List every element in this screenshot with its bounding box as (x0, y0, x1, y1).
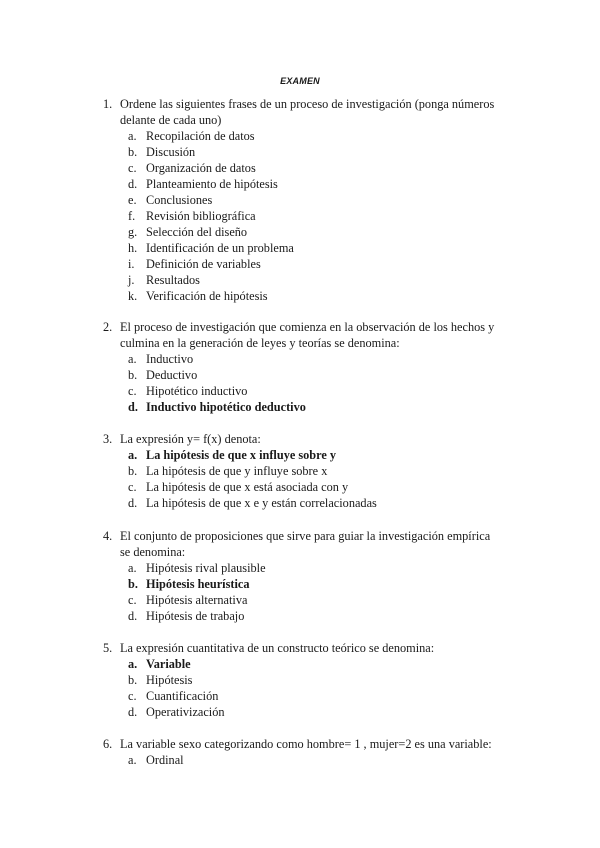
option-text: Cuantificación (146, 689, 219, 703)
question-number: 1. (103, 97, 113, 111)
option-text: Revisión bibliográfica (146, 209, 256, 223)
question-text: Ordene las siguientes frases de un proceso de investigación (ponga números delante de cada uno) (120, 97, 495, 127)
option-item (0, 560, 600, 576)
option-letter: d. (128, 705, 138, 719)
option-letter: b. (128, 368, 138, 382)
option-text: Verificación de hipótesis (146, 289, 268, 303)
question-6 (0, 736, 600, 768)
question-number: 5. (103, 641, 113, 655)
option-list (0, 656, 600, 720)
option-letter: a. (128, 753, 137, 767)
option-text: Hipótesis alternativa (146, 593, 248, 607)
option-letter: k. (128, 289, 138, 303)
question-stem (0, 736, 600, 752)
option-item (0, 224, 600, 240)
option-text: Identificación de un problema (146, 241, 294, 255)
option-text: La hipótesis de que x está asociada con y (146, 480, 349, 494)
option-text: Variable (146, 657, 191, 671)
option-letter: c. (128, 384, 137, 398)
option-item (0, 256, 600, 272)
question-1 (0, 96, 600, 304)
option-letter: h. (128, 241, 138, 255)
option-item (0, 399, 600, 415)
option-letter: a. (128, 561, 137, 575)
option-letter: d. (128, 496, 138, 510)
option-letter: j. (128, 273, 135, 287)
option-text: Ordinal (146, 753, 184, 767)
option-text: Planteamiento de hipótesis (146, 177, 278, 191)
option-list (0, 351, 600, 415)
option-letter: a. (128, 657, 138, 671)
option-item (0, 160, 600, 176)
option-list (0, 752, 600, 768)
option-letter: f. (128, 209, 136, 223)
question-3 (0, 431, 600, 511)
option-item (0, 208, 600, 224)
option-item (0, 383, 600, 399)
option-letter: d. (128, 609, 138, 623)
option-text: Hipótesis heurística (146, 577, 250, 591)
question-number: 3. (103, 432, 113, 446)
option-item (0, 367, 600, 383)
option-text: Conclusiones (146, 193, 213, 207)
option-text: Organización de datos (146, 161, 256, 175)
option-item (0, 176, 600, 192)
question-stem (0, 431, 600, 447)
option-text: Operativización (146, 705, 225, 719)
question-4 (0, 528, 600, 624)
option-item (0, 144, 600, 160)
option-letter: a. (128, 129, 137, 143)
option-item (0, 128, 600, 144)
option-text: Hipótesis rival plausible (146, 561, 266, 575)
option-text: Hipotético inductivo (146, 384, 248, 398)
option-text: La hipótesis de que y influye sobre x (146, 464, 328, 478)
option-text: Inductivo hipotético deductivo (146, 400, 306, 414)
question-number: 4. (103, 529, 113, 543)
option-letter: b. (128, 464, 138, 478)
option-letter: b. (128, 577, 138, 591)
option-letter: d. (128, 400, 138, 414)
option-item (0, 288, 600, 304)
option-item (0, 656, 600, 672)
question-stem (0, 96, 600, 128)
question-text: La expresión cuantitativa de un constructo teórico se denomina: (120, 641, 435, 655)
option-item (0, 272, 600, 288)
question-number: 6. (103, 737, 113, 751)
option-list (0, 560, 600, 624)
option-item (0, 351, 600, 367)
option-letter: d. (128, 177, 138, 191)
option-item (0, 192, 600, 208)
option-text: Discusión (146, 145, 196, 159)
option-text: Hipótesis de trabajo (146, 609, 245, 623)
option-letter: b. (128, 673, 138, 687)
question-stem (0, 528, 600, 560)
option-letter: e. (128, 193, 137, 207)
question-text: El proceso de investigación que comienza en la observación de los hechos y culmina en la generación de leyes y teorías se denomina: (120, 320, 495, 350)
exam-title: EXAMEN (280, 76, 320, 86)
option-text: Selección del diseño (146, 225, 248, 239)
option-item (0, 576, 600, 592)
option-text: Deductivo (146, 368, 198, 382)
option-letter: g. (128, 225, 138, 239)
option-item (0, 495, 600, 511)
option-list (0, 128, 600, 304)
option-letter: i. (128, 257, 135, 271)
option-letter: c. (128, 161, 137, 175)
question-text: La variable sexo categorizando como hombre= 1 , mujer=2 es una variable: (120, 737, 492, 751)
option-letter: a. (128, 448, 138, 462)
question-5 (0, 640, 600, 720)
option-text: Recopilación de datos (146, 129, 255, 143)
option-letter: b. (128, 145, 138, 159)
option-letter: c. (128, 689, 137, 703)
option-item (0, 240, 600, 256)
option-letter: a. (128, 352, 137, 366)
option-item (0, 463, 600, 479)
question-stem (0, 640, 600, 656)
option-text: Resultados (146, 273, 200, 287)
question-2 (0, 319, 600, 415)
question-number: 2. (103, 320, 113, 334)
option-text: La hipótesis de que x e y están correlacionadas (146, 496, 377, 510)
option-item (0, 752, 600, 768)
question-text: La expresión y= f(x) denota: (120, 432, 261, 446)
option-item (0, 592, 600, 608)
option-item (0, 447, 600, 463)
option-item (0, 672, 600, 688)
option-text: Inductivo (146, 352, 194, 366)
option-item (0, 704, 600, 720)
option-text: Hipótesis (146, 673, 193, 687)
option-text: La hipótesis de que x influye sobre y (146, 448, 337, 462)
question-stem (0, 319, 600, 351)
option-item (0, 608, 600, 624)
option-letter: c. (128, 480, 137, 494)
question-text: El conjunto de proposiciones que sirve para guiar la investigación empírica se denomina: (120, 529, 491, 559)
option-letter: c. (128, 593, 137, 607)
option-list (0, 447, 600, 511)
option-item (0, 479, 600, 495)
option-text: Definición de variables (146, 257, 261, 271)
option-item (0, 688, 600, 704)
